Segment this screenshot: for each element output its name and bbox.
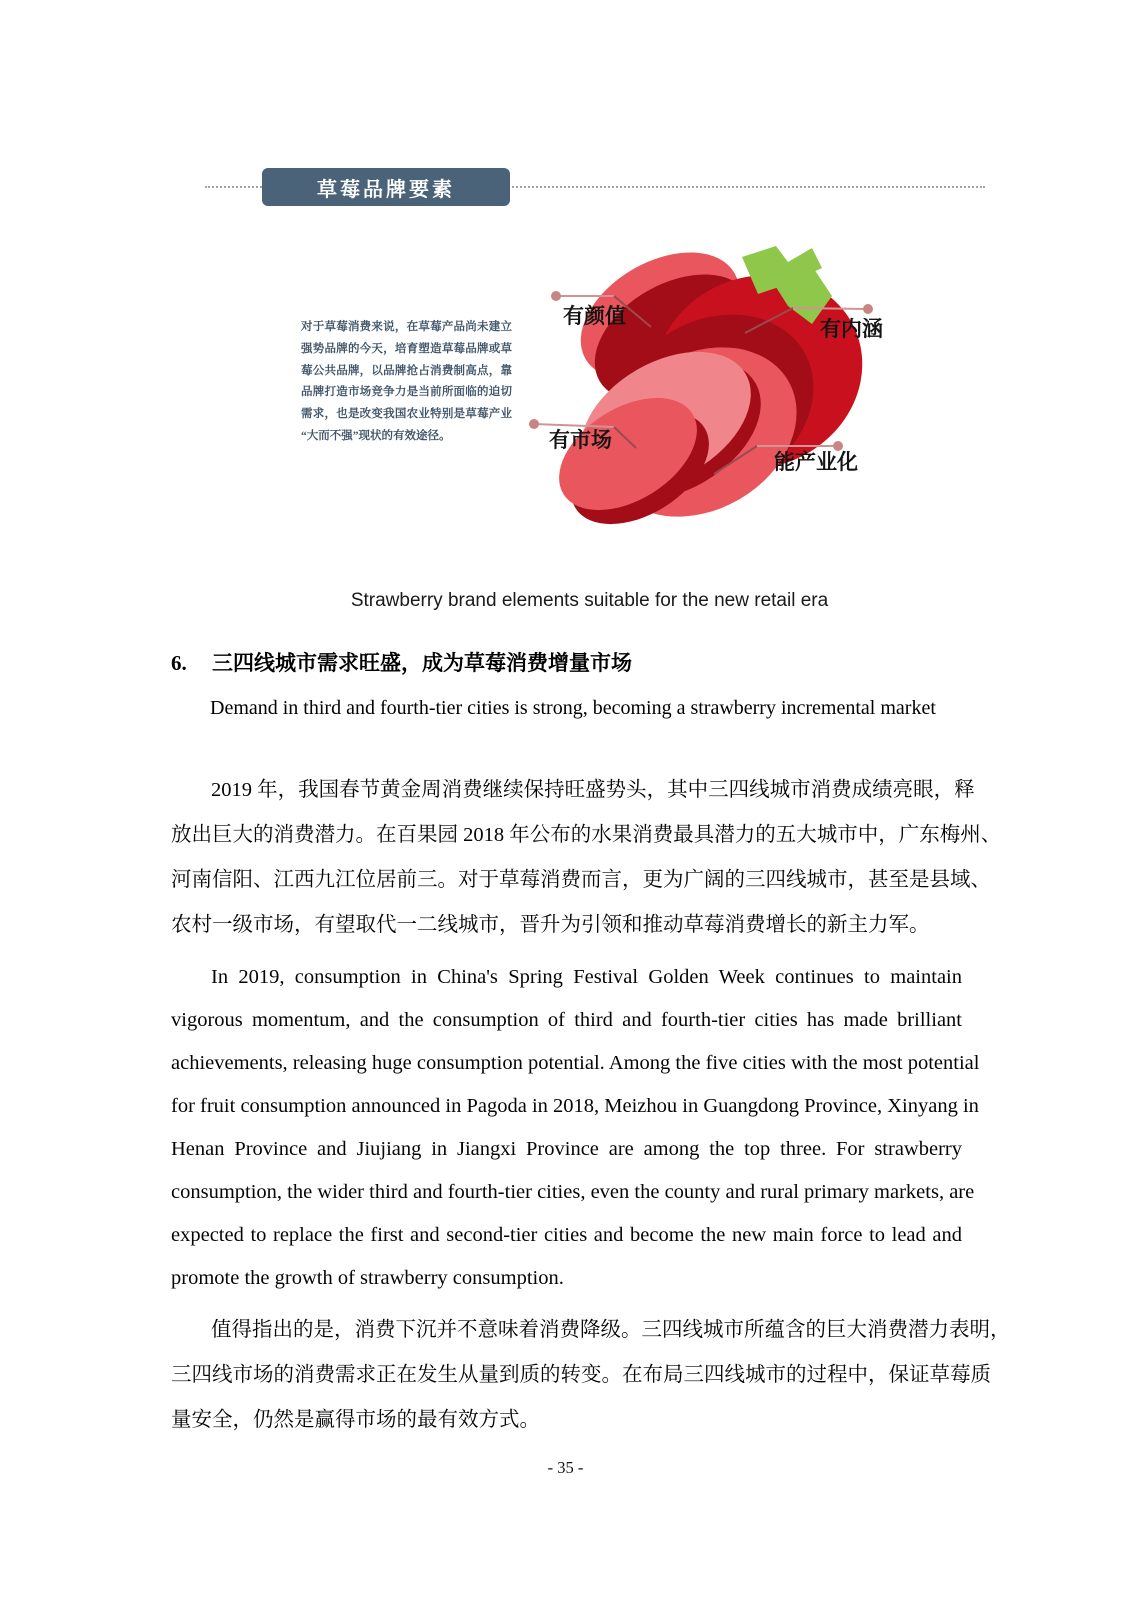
label-connotation: 有内涵 <box>820 317 883 341</box>
leader-dot <box>863 304 873 314</box>
section-title-en: Demand in third and fourth-tier cities is strong, becoming a strawberry incremental market <box>210 697 936 719</box>
leader-dot <box>551 291 561 301</box>
figure-side-note <box>301 317 512 448</box>
paragraph-line: achievements, releasing huge consumption potential. Among the five cities with the most potential <box>171 1052 980 1074</box>
paragraph-line: promote the growth of strawberry consumption. <box>171 1267 564 1289</box>
side-note-line: 莓公共品牌，以品牌抢占消费制高点，靠 <box>301 364 512 377</box>
section-heading <box>171 647 962 677</box>
leader-dot <box>529 419 539 429</box>
paragraph-line: 三四线市场的消费需求正在发生从量到质的转变。在布局三四线城市的过程中，保证草莓质 <box>171 1364 991 1386</box>
section-header-label: 草莓品牌要素 <box>317 178 455 201</box>
paragraph-line: Henan Province and Jiujiang in Jiangxi Province are among the top three. For strawberry <box>171 1138 962 1160</box>
section-title-zh: 三四线城市需求旺盛，成为草莓消费增量市场 <box>212 651 632 675</box>
side-note-line: 品牌打造市场竞争力是当前所面临的迫切 <box>301 386 512 399</box>
paragraph-line: consumption, the wider third and fourth-tier cities, even the county and rural primary markets, are <box>171 1181 975 1203</box>
paragraph-line: for fruit consumption announced in Pagoda in 2018, Meizhou in Guangdong Province, Xinyang in <box>171 1095 979 1117</box>
section-header-tab <box>262 168 510 206</box>
label-market: 有市场 <box>549 428 612 452</box>
side-note-line: 强势品牌的今天，培育塑造草莓品牌或草 <box>301 342 512 355</box>
paragraph-line: 河南信阳、江西九江位居前三。对于草莓消费而言，更为广阔的三四线城市，甚至是县域、 <box>171 869 991 891</box>
leader-line <box>793 308 868 309</box>
paragraph-zh-2 <box>171 1308 1011 1443</box>
paragraph-line: expected to replace the first and second-tier cities and become the new main force to lead and <box>171 1224 962 1246</box>
paragraph-line: 农村一级市场，有望取代一二线城市，晋升为引领和推动草莓消费增长的新主力军。 <box>171 914 930 936</box>
figure-caption: Strawberry brand elements suitable for the new retail era <box>350 590 829 611</box>
paragraph-line: vigorous momentum, and the consumption of third and fourth-tier cities has made brilliant <box>171 1009 962 1031</box>
strawberry-infographic <box>500 225 980 540</box>
paragraph-line: 值得指出的是，消费下沉并不意味着消费降级。三四线城市所蕴含的巨大消费潜力表明， <box>211 1319 1011 1341</box>
side-note-line: 需求，也是改变我国农业特别是草莓产业 <box>301 408 512 421</box>
paragraph-line: 量安全，仍然是赢得市场的最有效方式。 <box>171 1409 540 1431</box>
side-note-line: 对于草莓消费来说，在草莓产品尚未建立 <box>301 321 512 333</box>
label-industrialization: 能产业化 <box>774 450 858 474</box>
label-appearance: 有颜值 <box>563 304 626 328</box>
paragraph-line: 2019 年，我国春节黄金周消费继续保持旺盛势头，其中三四线城市消费成绩亮眼，释 <box>211 779 975 801</box>
side-note-line: “大而不强”现状的有效途径。 <box>301 429 451 442</box>
paragraph-zh-1 <box>171 768 1002 948</box>
paragraph-en <box>171 956 980 1300</box>
strawberry-icon <box>539 226 893 540</box>
paragraph-line: In 2019, consumption in China's Spring Festival Golden Week continues to maintain <box>211 966 962 988</box>
paragraph-line: 放出巨大的消费潜力。在百果园 2018 年公布的水果消费最具潜力的五大城市中，广东梅州、 <box>171 824 1002 846</box>
section-number: 6. <box>171 651 187 675</box>
page-number: - 35 - <box>547 1458 584 1477</box>
